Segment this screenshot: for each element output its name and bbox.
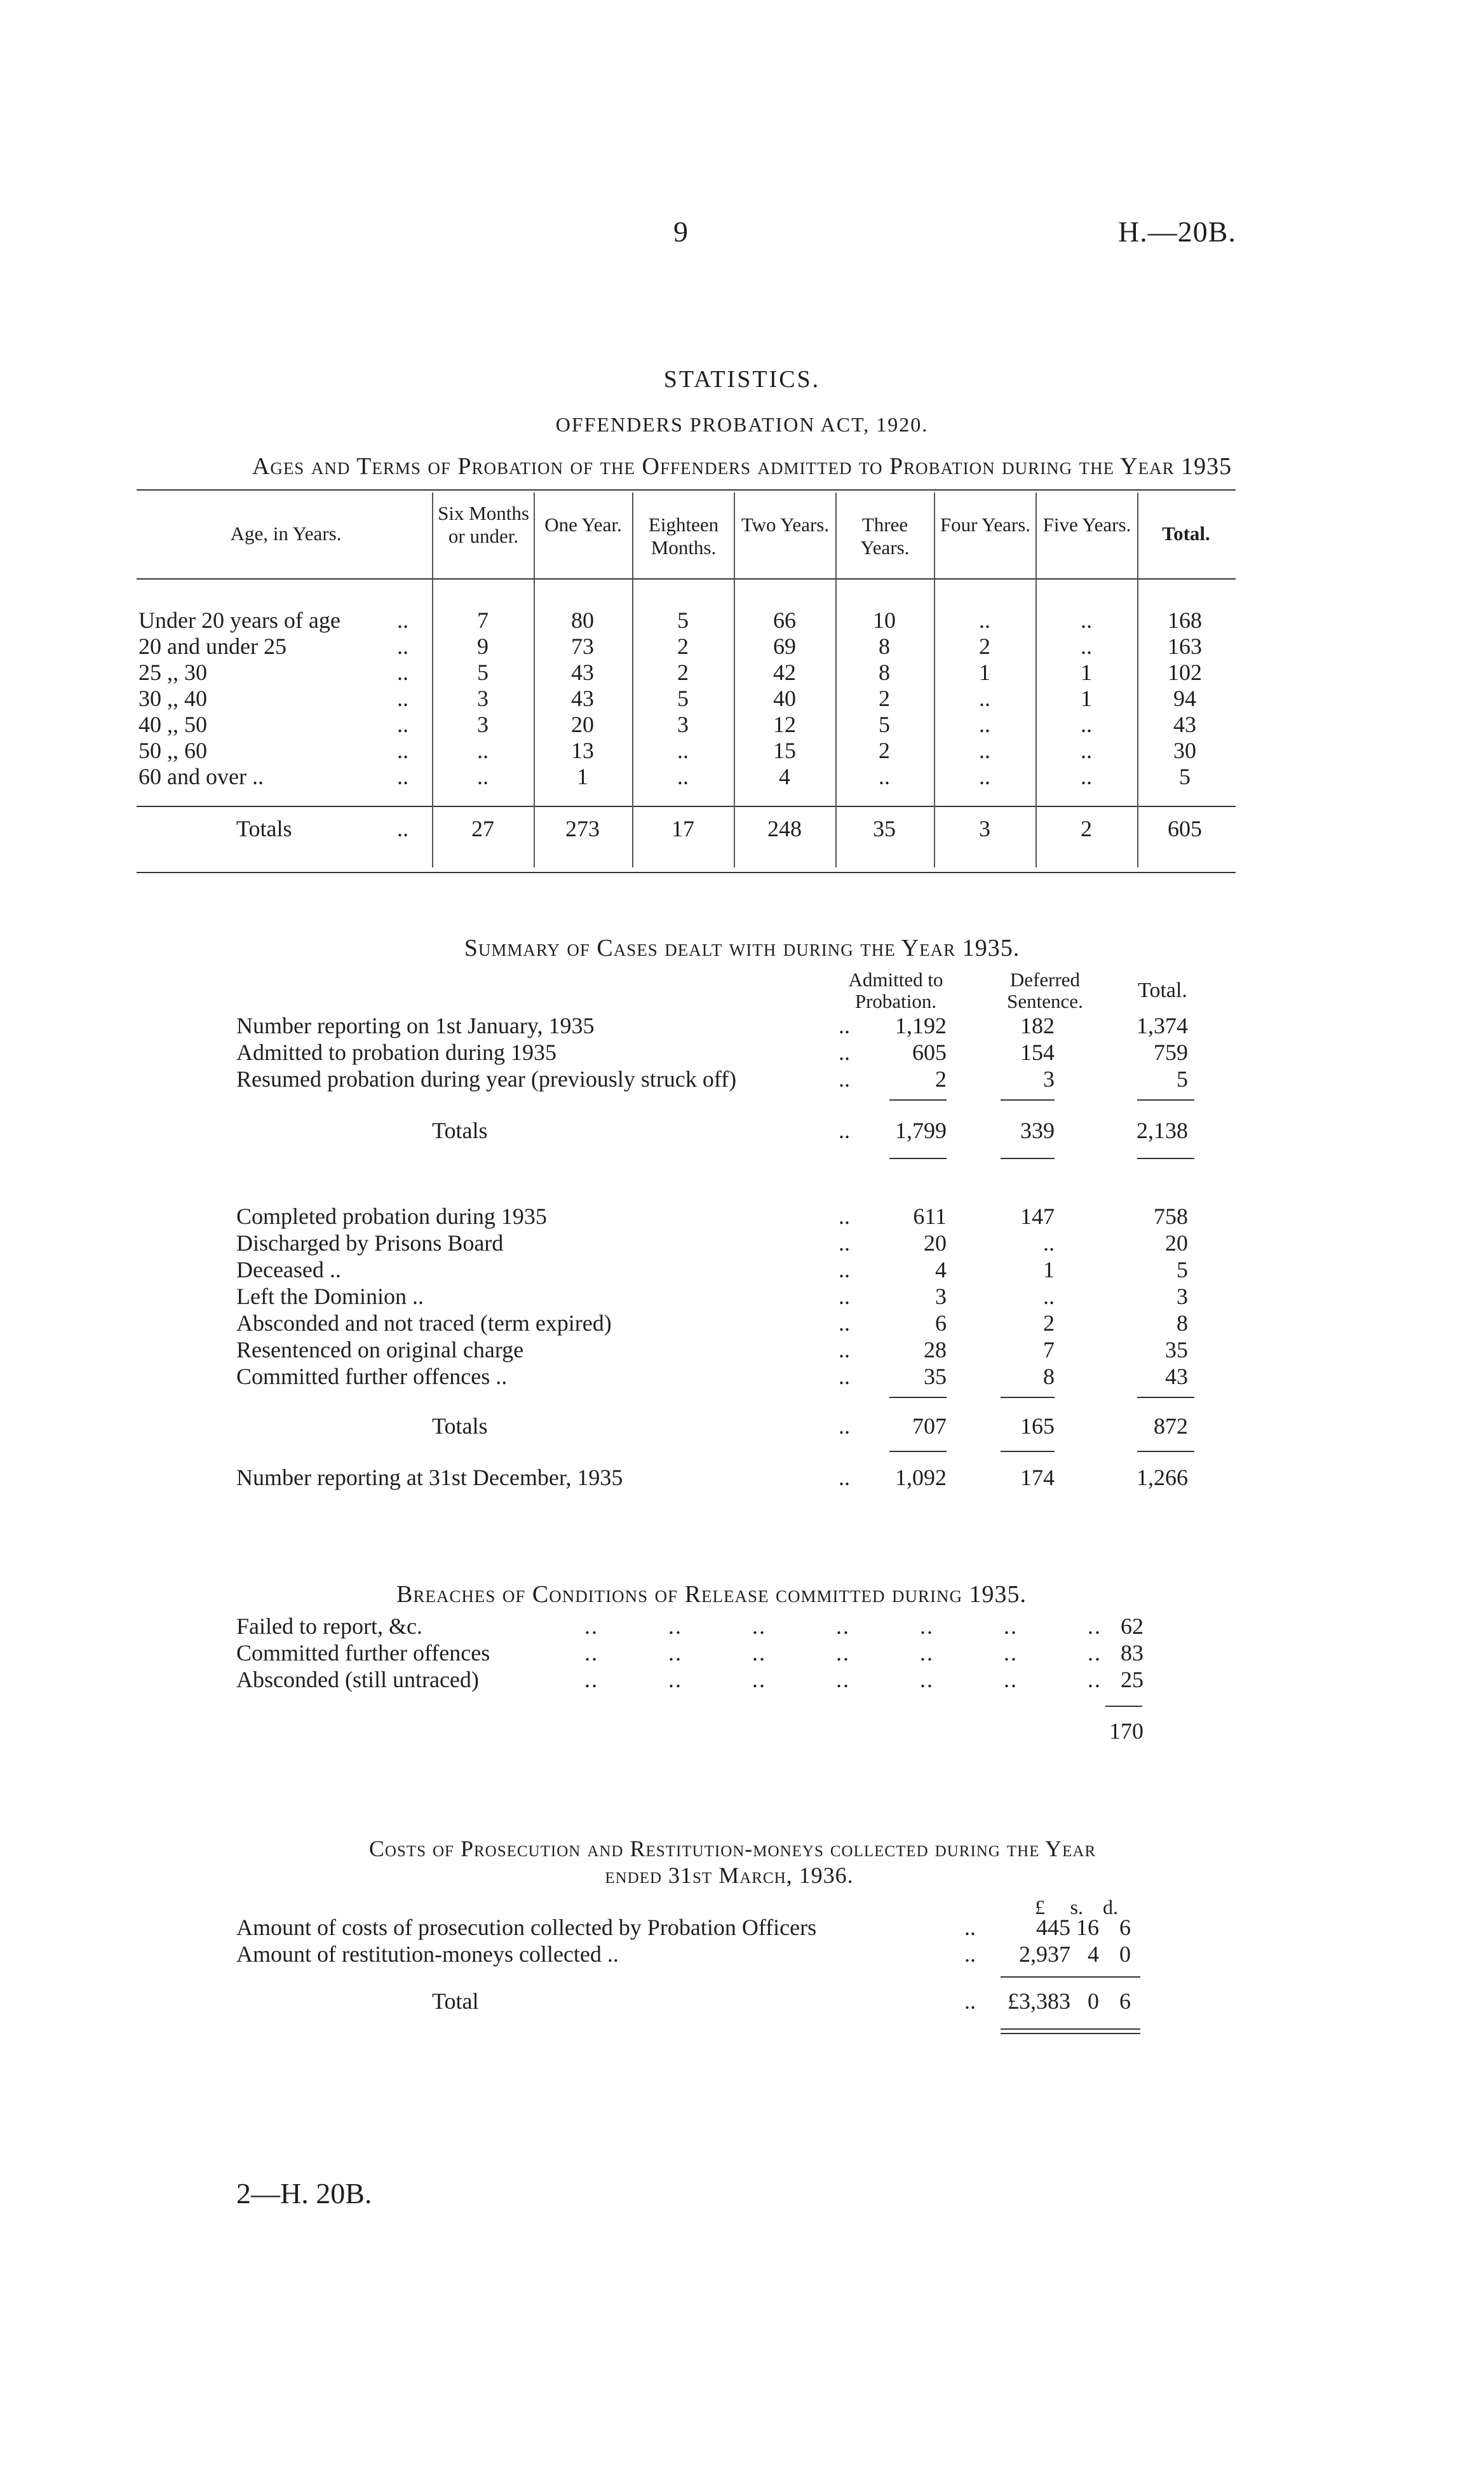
summary-cell: 3 xyxy=(1043,1066,1055,1092)
table-cell: 2 xyxy=(879,686,890,711)
cost-pounds: 445 xyxy=(1036,1915,1070,1940)
summary-cell: 165 xyxy=(1020,1413,1055,1439)
summary-cell: 147 xyxy=(1020,1204,1055,1229)
summary-col-deferred: Deferred Sentence. xyxy=(1007,968,1083,1012)
totals-cell: 605 xyxy=(1168,816,1202,841)
table-cell: .. xyxy=(677,738,689,763)
leader-dots: .. xyxy=(839,1118,850,1143)
table-row-label: 60 and over .. xyxy=(138,764,264,789)
table-cell: 42 xyxy=(773,660,796,685)
summary-cell: 182 xyxy=(1020,1013,1055,1038)
leader-dots: .. xyxy=(397,634,408,659)
table-cell: 7 xyxy=(477,608,489,633)
cost-row-label: Amount of restitution-moneys collected .. xyxy=(236,1941,619,1967)
summary-col-admitted: Admitted to Probation. xyxy=(848,968,943,1012)
breach-row-label: Failed to report, &c. xyxy=(236,1613,422,1639)
totals-cell: 273 xyxy=(565,816,600,841)
table-cell: .. xyxy=(677,764,689,789)
table-row-label: 30 ,, 40 xyxy=(138,686,207,711)
table-cell: .. xyxy=(1081,712,1092,737)
table-cell: 5 xyxy=(677,608,689,633)
summary-row-label: Admitted to probation during 1935 xyxy=(236,1040,556,1065)
summary-cell: 611 xyxy=(913,1204,947,1229)
sum-rule xyxy=(1137,1451,1194,1452)
table-cell: .. xyxy=(979,608,990,633)
leader-dots: .. xyxy=(397,660,408,685)
sum-rule xyxy=(1137,1158,1194,1159)
table-cell: 8 xyxy=(879,634,890,659)
col-divider xyxy=(1137,492,1138,867)
summary-cell: 43 xyxy=(1165,1364,1188,1389)
table-cell: 1 xyxy=(979,660,990,685)
summary-cell: 154 xyxy=(1020,1040,1055,1065)
table-cell: 3 xyxy=(677,712,689,737)
breach-row-label: Absconded (still untraced) xyxy=(236,1667,479,1692)
summary-cell: 1,374 xyxy=(1137,1013,1188,1038)
col-header-age: Age, in Years. xyxy=(230,522,342,545)
summary-cell: 707 xyxy=(912,1413,947,1439)
summary-cell: 8 xyxy=(1177,1310,1188,1336)
table-cell: 15 xyxy=(773,738,796,763)
table-cell: 3 xyxy=(477,686,489,711)
costs-title-line1: Costs of Prosecution and Restitution-moneys collected during the Year xyxy=(368,1836,1096,1861)
leader-dots: .. xyxy=(839,1204,850,1229)
leader-dots: .. xyxy=(839,1364,850,1389)
col-header-eighteen-months: Eighteen Months. xyxy=(648,513,719,559)
table-top-rule xyxy=(137,489,1236,491)
table-cell: .. xyxy=(979,686,990,711)
summary-row-label: Deceased .. xyxy=(236,1257,341,1282)
table-totals-rule xyxy=(137,806,1236,807)
summary-cell: 5 xyxy=(1177,1066,1188,1092)
totals-cell: 27 xyxy=(471,816,494,841)
cost-shillings: 4 xyxy=(1088,1941,1099,1967)
summary-row-label: Number reporting at 31st December, 1935 xyxy=(236,1465,623,1490)
cost-pounds: 2,937 xyxy=(1019,1941,1070,1967)
table-row-label: Under 20 years of age xyxy=(138,608,341,633)
summary-cell: 1,092 xyxy=(895,1465,947,1490)
leader-dots: .. xyxy=(397,686,408,711)
table-cell: 30 xyxy=(1173,738,1196,763)
table-cell: 168 xyxy=(1168,608,1202,633)
table-cell: 1 xyxy=(1081,686,1092,711)
summary-row-label: Left the Dominion .. xyxy=(236,1284,424,1309)
totals-cell: 17 xyxy=(671,816,694,841)
summary-cell: 3 xyxy=(1177,1284,1188,1309)
cost-pence: 6 xyxy=(1119,1915,1131,1940)
costs-double-rule-bottom xyxy=(1001,2033,1140,2034)
col-header-three-years: Three Years. xyxy=(860,513,910,559)
leader-dots: .. xyxy=(397,738,408,763)
leader-dots: .. xyxy=(839,1040,850,1065)
summary-cell: 35 xyxy=(1165,1337,1188,1362)
cost-shillings: 0 xyxy=(1088,1988,1099,2014)
summary-cell: 20 xyxy=(924,1230,947,1256)
col-divider xyxy=(534,492,535,867)
table-cell: 43 xyxy=(571,686,594,711)
summary-cell: 758 xyxy=(1154,1204,1188,1229)
pounds-header: £ xyxy=(1035,1896,1045,1918)
cost-pence: 6 xyxy=(1119,1988,1131,2014)
summary-cell: 1,799 xyxy=(895,1118,947,1143)
totals-cell: 248 xyxy=(767,816,802,841)
act-heading: OFFENDERS PROBATION ACT, 1920. xyxy=(555,413,929,436)
shillings-header: s. xyxy=(1070,1896,1083,1918)
ages-table-title: Ages and Terms of Probation of the Offenders admitted to Probation during the Year 1935 xyxy=(252,453,1232,480)
breach-row-value: 62 xyxy=(1121,1613,1143,1639)
table-row-label: 25 ,, 30 xyxy=(138,660,207,685)
sum-rule xyxy=(1001,1158,1055,1159)
leader-dots: .. xyxy=(839,1284,850,1309)
table-cell: 102 xyxy=(1168,660,1202,685)
table-cell: 43 xyxy=(1173,712,1196,737)
table-cell: 3 xyxy=(477,712,489,737)
table-cell: 20 xyxy=(571,712,594,737)
summary-cell: .. xyxy=(1043,1230,1055,1256)
summary-cell: 2 xyxy=(1043,1310,1055,1336)
sum-rule xyxy=(889,1451,947,1452)
table-cell: 43 xyxy=(571,660,594,685)
leader-dots: .. xyxy=(397,608,408,633)
table-row-label: 50 ,, 60 xyxy=(138,738,207,763)
summary-cell: 2 xyxy=(935,1066,947,1092)
summary-cell: 6 xyxy=(935,1310,947,1336)
breaches-sum-rule xyxy=(1105,1706,1142,1707)
table-cell: 8 xyxy=(879,660,890,685)
summary-cell: .. xyxy=(1043,1284,1055,1309)
breach-row-value: 25 xyxy=(1121,1667,1143,1692)
leader-dots: .. .. .. .. .. .. .. xyxy=(584,1667,1102,1692)
table-cell: .. xyxy=(979,764,990,789)
totals-cell: 2 xyxy=(1081,816,1092,841)
table-cell: .. xyxy=(1081,738,1092,763)
table-row-label: 40 ,, 50 xyxy=(138,712,207,737)
table-row-label: 20 and under 25 xyxy=(138,634,287,659)
col-header-total: Total. xyxy=(1162,522,1210,545)
leader-dots: .. xyxy=(964,1915,976,1940)
col-divider xyxy=(432,492,433,867)
table-cell: 69 xyxy=(773,634,796,659)
leader-dots: .. xyxy=(839,1230,850,1256)
summary-cell: 20 xyxy=(1165,1230,1188,1256)
table-cell: 1 xyxy=(577,764,588,789)
table-header-rule xyxy=(137,578,1236,580)
table-cell: 40 xyxy=(773,686,796,711)
table-cell: 5 xyxy=(1179,764,1191,789)
leader-dots: .. xyxy=(397,712,408,737)
summary-cell: 174 xyxy=(1020,1465,1055,1490)
signature-mark: 2—H. 20B. xyxy=(236,2177,372,2210)
table-cell: 66 xyxy=(773,608,796,633)
costs-sum-rule xyxy=(1001,1976,1140,1978)
summary-cell: 2,138 xyxy=(1137,1118,1188,1143)
col-header-four-years: Four Years. xyxy=(940,513,1031,536)
table-cell: 5 xyxy=(879,712,890,737)
col-header-two-years: Two Years. xyxy=(741,513,830,536)
table-cell: 1 xyxy=(1081,660,1092,685)
summary-cell: 7 xyxy=(1043,1337,1055,1362)
pence-header: d. xyxy=(1103,1896,1118,1918)
summary-cell: 4 xyxy=(935,1257,947,1282)
table-cell: .. xyxy=(477,764,489,789)
table-cell: 12 xyxy=(773,712,796,737)
table-cell: 80 xyxy=(571,608,594,633)
leader-dots: .. .. .. .. .. .. .. xyxy=(584,1640,1102,1666)
leader-dots: .. xyxy=(839,1257,850,1282)
sum-rule xyxy=(1137,1099,1194,1101)
cost-shillings: 16 xyxy=(1076,1915,1099,1940)
table-cell: 9 xyxy=(477,634,489,659)
table-bottom-rule xyxy=(137,872,1236,873)
leader-dots: .. xyxy=(839,1013,850,1038)
leader-dots: .. xyxy=(964,1988,976,2014)
totals-cell: 35 xyxy=(873,816,896,841)
table-cell: 2 xyxy=(979,634,990,659)
leader-dots: .. xyxy=(839,1413,850,1439)
sum-rule xyxy=(1001,1397,1055,1398)
table-cell: 94 xyxy=(1173,686,1196,711)
summary-cell: 339 xyxy=(1020,1118,1055,1143)
summary-cell: 35 xyxy=(924,1364,947,1389)
table-cell: 10 xyxy=(873,608,896,633)
summary-title: Summary of Cases dealt with during the Year 1935. xyxy=(464,935,1020,961)
table-cell: .. xyxy=(1081,608,1092,633)
col-divider xyxy=(934,492,935,867)
summary-row-label: Resumed probation during year (previously struck off) xyxy=(236,1066,737,1092)
summary-row-label: Totals xyxy=(432,1118,488,1143)
col-divider xyxy=(1035,492,1037,867)
cost-pounds: £3,383 xyxy=(1008,1988,1070,2014)
breach-row-value: 83 xyxy=(1121,1640,1143,1666)
table-cell: 163 xyxy=(1168,634,1202,659)
leader-dots: .. xyxy=(839,1066,850,1092)
sum-rule xyxy=(889,1397,947,1398)
statistics-heading: STATISTICS. xyxy=(663,366,821,393)
summary-row-label: Committed further offences .. xyxy=(236,1364,508,1389)
sum-rule xyxy=(889,1099,947,1101)
summary-cell: 1,266 xyxy=(1137,1465,1188,1490)
table-cell: 5 xyxy=(477,660,489,685)
leader-dots: .. xyxy=(964,1941,976,1967)
summary-row-label: Discharged by Prisons Board xyxy=(236,1230,504,1256)
table-cell: 2 xyxy=(677,634,689,659)
leader-dots: .. xyxy=(839,1465,850,1490)
table-cell: 5 xyxy=(677,686,689,711)
summary-row-label: Number reporting on 1st January, 1935 xyxy=(236,1013,595,1038)
summary-cell: 3 xyxy=(935,1284,947,1309)
col-header-five-years: Five Years. xyxy=(1042,513,1131,536)
summary-cell: 28 xyxy=(924,1337,947,1362)
table-cell: .. xyxy=(1081,634,1092,659)
sum-rule xyxy=(1001,1099,1055,1101)
document-reference: H.—20B. xyxy=(1118,215,1236,248)
page-number: 9 xyxy=(673,215,688,248)
leader-dots: .. xyxy=(397,816,408,841)
summary-row-label: Absconded and not traced (term expired) xyxy=(236,1310,612,1336)
table-cell: 13 xyxy=(571,738,594,763)
col-divider xyxy=(734,492,735,867)
summary-row-label: Totals xyxy=(432,1413,488,1439)
leader-dots: .. xyxy=(839,1337,850,1362)
summary-row-label: Completed probation during 1935 xyxy=(236,1204,547,1229)
table-cell: .. xyxy=(979,738,990,763)
summary-row-label: Resentenced on original charge xyxy=(236,1337,524,1362)
summary-col-total: Total. xyxy=(1138,979,1187,1002)
summary-cell: 872 xyxy=(1154,1413,1188,1439)
col-header-one-year: One Year. xyxy=(544,513,622,536)
table-cell: 4 xyxy=(779,764,790,789)
costs-double-rule-top xyxy=(1001,2028,1140,2030)
leader-dots: .. xyxy=(397,764,408,789)
table-cell: 2 xyxy=(879,738,890,763)
summary-cell: 8 xyxy=(1043,1364,1055,1389)
breaches-title: Breaches of Conditions of Release committed during 1935. xyxy=(396,1581,1027,1608)
cost-row-label: Amount of costs of prosecution collected by Probation Officers xyxy=(236,1915,817,1940)
costs-title-line2: ended 31st March, 1936. xyxy=(605,1863,854,1888)
table-cell: .. xyxy=(879,764,890,789)
table-cell: 73 xyxy=(571,634,594,659)
cost-row-label: Total xyxy=(432,1988,479,2014)
table-cell: .. xyxy=(1081,764,1092,789)
leader-dots: .. xyxy=(839,1310,850,1336)
table-cell: 2 xyxy=(677,660,689,685)
table-cell: .. xyxy=(477,738,489,763)
summary-cell: 1 xyxy=(1043,1257,1055,1282)
sum-rule xyxy=(889,1158,947,1159)
breach-row-label: Committed further offences xyxy=(236,1640,490,1666)
totals-label: Totals xyxy=(236,816,292,841)
sum-rule xyxy=(1137,1397,1194,1398)
breaches-total: 170 xyxy=(1109,1718,1143,1744)
leader-dots: .. .. .. .. .. .. .. xyxy=(584,1613,1102,1639)
col-header-six-months: Six Months or under. xyxy=(438,502,529,547)
sum-rule xyxy=(1001,1451,1055,1452)
summary-cell: 1,192 xyxy=(895,1013,947,1038)
table-cell: .. xyxy=(979,712,990,737)
cost-pence: 0 xyxy=(1119,1941,1131,1967)
summary-cell: 605 xyxy=(912,1040,947,1065)
totals-cell: 3 xyxy=(979,816,990,841)
summary-cell: 5 xyxy=(1177,1257,1188,1282)
summary-cell: 759 xyxy=(1154,1040,1188,1065)
